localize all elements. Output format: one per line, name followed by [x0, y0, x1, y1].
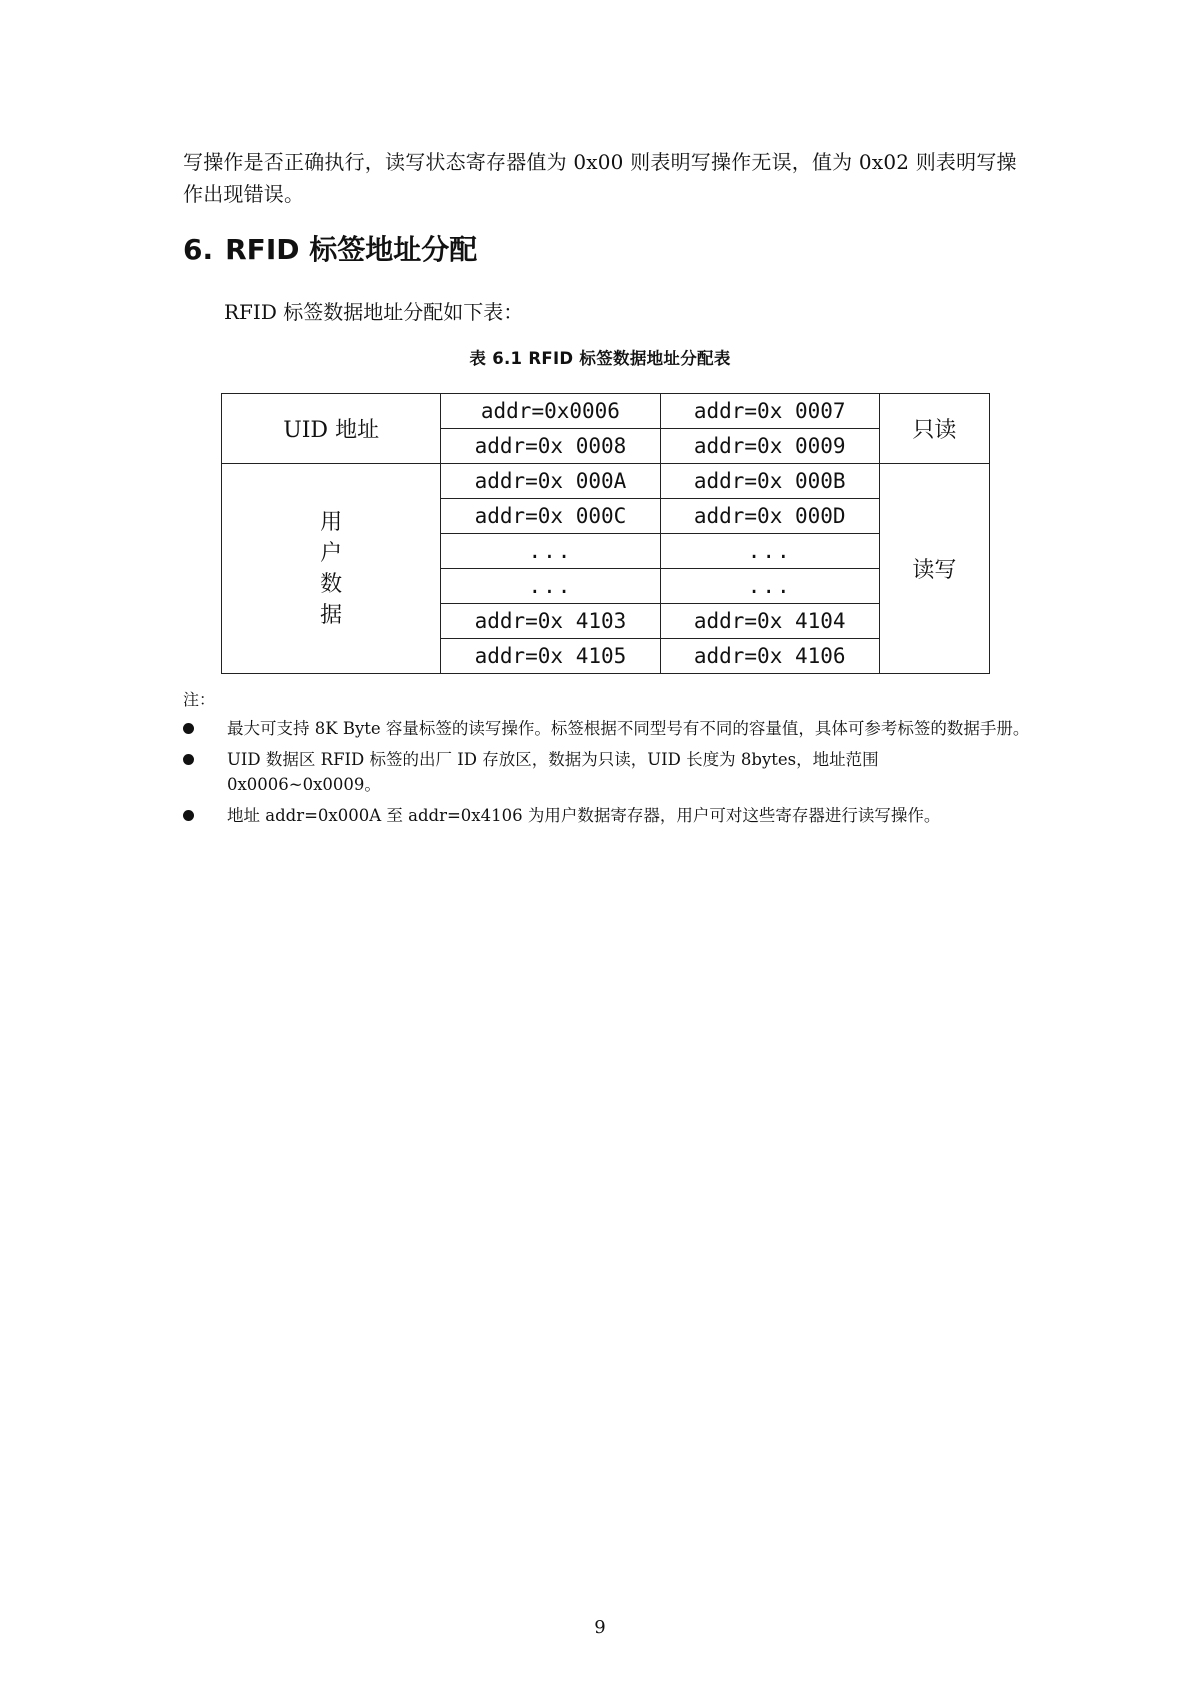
address-cell: addr=0x 000C: [441, 499, 660, 534]
bullet-icon: [183, 754, 194, 765]
lead-paragraph: RFID 标签数据地址分配如下表：: [224, 300, 524, 324]
ellipsis-cell: ...: [441, 569, 660, 604]
bullet-icon: [183, 723, 194, 734]
user-data-label: [222, 464, 441, 674]
user-data-label-char: 据: [320, 602, 343, 628]
table-row: [222, 464, 990, 499]
uid-access-mode: 只读: [879, 394, 989, 464]
intro-paragraph: 写操作是否正确执行，读写状态寄存器值为 0x00 则表明写操作无误，值为 0x02 则表明写操作出现错误。: [183, 150, 1017, 206]
note-text: 地址 addr=0x000A 至 addr=0x4106 为用户数据寄存器，用户可对这些寄存器进行读写操作。: [227, 806, 941, 825]
address-cell: addr=0x 0007: [660, 394, 879, 429]
uid-address-label: UID 地址: [222, 394, 441, 464]
ellipsis-cell: ...: [660, 534, 879, 569]
address-cell: addr=0x 000D: [660, 499, 879, 534]
address-cell: addr=0x 000B: [660, 464, 879, 499]
address-allocation-table: [221, 393, 990, 674]
notes-list: [183, 716, 1033, 834]
address-cell: addr=0x 4103: [441, 604, 660, 639]
page-number: 9: [594, 1617, 606, 1638]
section-title: RFID 标签地址分配: [225, 233, 478, 266]
table-row: [222, 394, 990, 429]
ellipsis-cell: ...: [441, 534, 660, 569]
notes-label: 注：: [183, 690, 216, 709]
section-number: 6.: [183, 233, 214, 266]
list-item: [183, 716, 1033, 741]
note-text: UID 数据区 RFID 标签的出厂 ID 存放区，数据为只读，UID 长度为 8bytes，地址范围 0x0006~0x0009。: [227, 750, 879, 794]
user-access-mode: 读写: [879, 464, 989, 674]
address-cell: addr=0x0006: [441, 394, 660, 429]
address-cell: addr=0x 0008: [441, 429, 660, 464]
bullet-icon: [183, 810, 194, 821]
address-cell: addr=0x 0009: [660, 429, 879, 464]
user-data-label-char: 数: [320, 571, 343, 597]
user-data-label-char: 用: [320, 509, 343, 535]
address-cell: addr=0x 4104: [660, 604, 879, 639]
address-cell: addr=0x 000A: [441, 464, 660, 499]
note-text: 最大可支持 8K Byte 容量标签的读写操作。标签根据不同型号有不同的容量值，具体可参考标签的数据手册。: [227, 719, 1030, 738]
list-item: [183, 747, 1033, 797]
ellipsis-cell: ...: [660, 569, 879, 604]
user-data-label-char: 户: [320, 540, 343, 566]
address-cell: addr=0x 4106: [660, 639, 879, 674]
address-cell: addr=0x 4105: [441, 639, 660, 674]
list-item: [183, 803, 1033, 828]
section-heading: [183, 232, 477, 268]
table-caption: 表 6.1 RFID 标签数据地址分配表: [469, 349, 731, 368]
